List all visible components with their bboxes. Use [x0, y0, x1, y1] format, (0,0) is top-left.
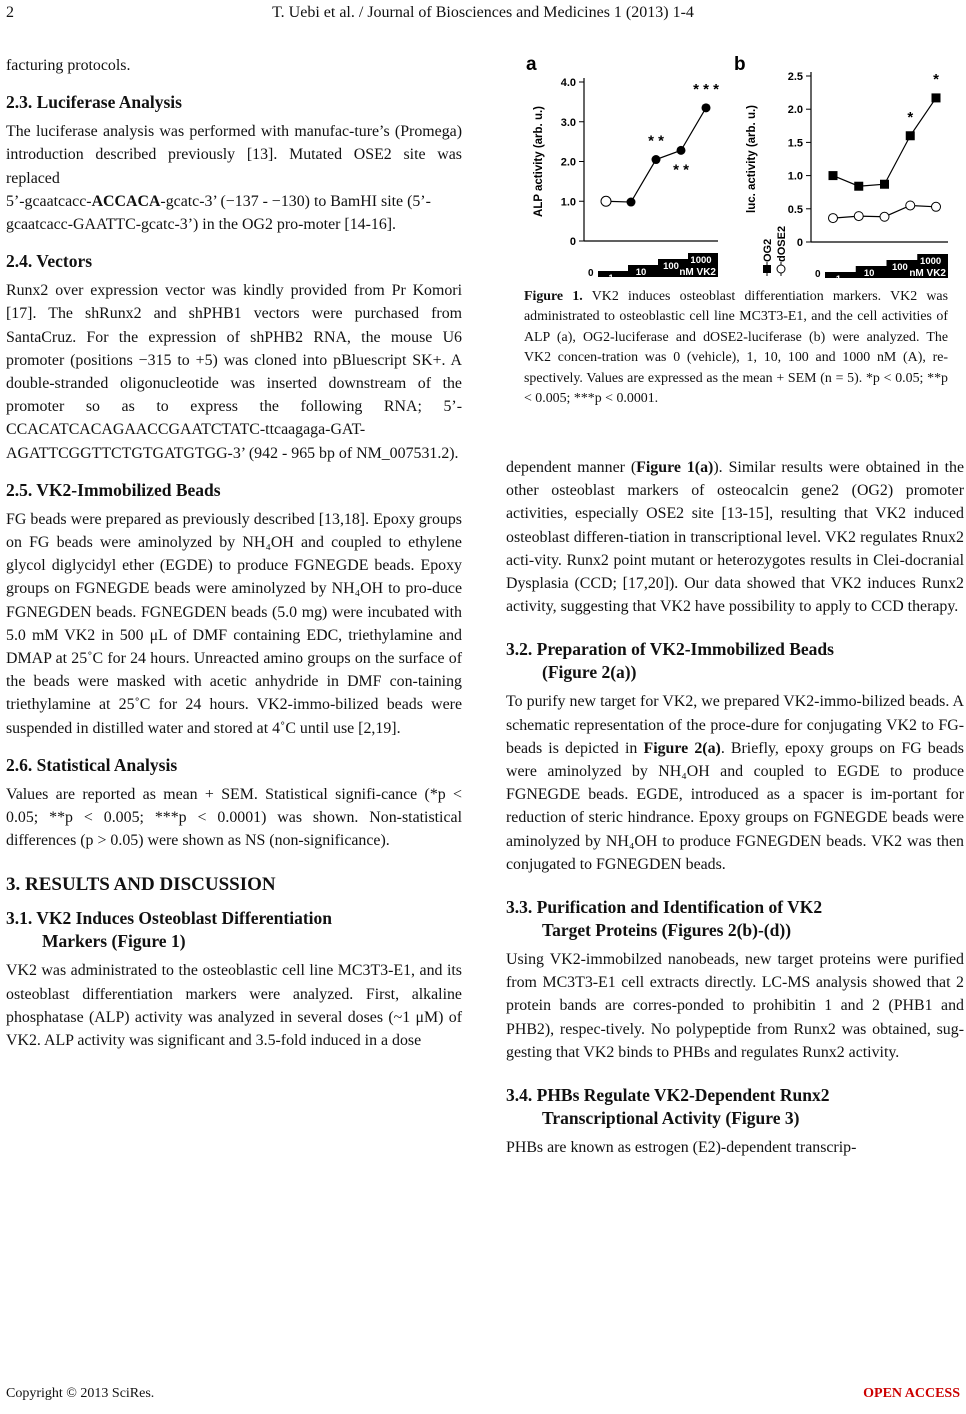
- right-column: [506, 456, 964, 1159]
- dose-tick-label: 10: [863, 268, 875, 279]
- paragraph-3-1: VK2 was administrated to the osteoblastic cell line MC3T3-E1, and its osteoblast differentiation markers were analyzed. First, alkaline phosphatase (ALP) activity was analyzed in several doses (~1 μM) of VK2. ALP activity was significant and 3.5-fold induced in a dose: [6, 962, 462, 1050]
- page-number: 2: [6, 4, 14, 21]
- data-point: [627, 198, 636, 207]
- legend-label: OG2: [762, 238, 774, 262]
- y-tick-label: 0: [796, 237, 803, 249]
- dose-tick-label: 100: [663, 261, 679, 272]
- series-line: [833, 98, 936, 186]
- panel-b: [734, 54, 948, 285]
- y-tick-label: 0.5: [787, 203, 803, 216]
- running-header: [0, 0, 966, 30]
- paragraph-3-4: PHBs are known as estrogen (E2)-dependent transcrip-: [506, 1139, 857, 1157]
- dose-tick-label: 1000: [690, 255, 712, 266]
- x-axis-label: nM VK2: [679, 267, 716, 278]
- left-column: [6, 54, 462, 1052]
- y-tick-label: 2.0: [787, 104, 803, 117]
- data-point: [880, 212, 889, 221]
- data-point: [829, 214, 838, 223]
- y-axis-label: ALP activity (arb. u.): [533, 106, 545, 217]
- significance-label: *: [907, 108, 914, 126]
- y-tick-label: 3.0: [560, 116, 576, 129]
- legend-marker: [777, 265, 785, 273]
- y-tick-label: 1.5: [787, 137, 803, 150]
- paragraph-3-2: To purify new target for VK2, we prepared VK2-immo-bilized beads. A schematic representation of the proce-dure for conjugating VK2 to FG-beads is depicted in Figure 2(a). Briefly, epoxy groups on FG beads were aminolyzed by NH₄OH and coupled to EGDE to produce FGNEGDE beads. EGDE, introduced as a spacer is im-portant for reduction of steric hindrance. Epoxy groups on FGNEGDE beads were aminolyzed by NH₄OH to produce FGNEGDEN beads. VK2 was then conjugated to FGNEGDEN beads.: [506, 693, 964, 873]
- dose-tick-label: 1000: [920, 256, 942, 267]
- x-axis-label: nM VK2: [909, 268, 946, 279]
- data-point: [880, 180, 889, 189]
- data-point: [906, 201, 915, 210]
- page-footer: [6, 1386, 960, 1402]
- copyright: Copyright © 2013 SciRes.: [6, 1386, 155, 1401]
- y-tick-label: 4.0: [560, 77, 576, 89]
- section-2-3-heading: 2.3. Luciferase Analysis: [6, 92, 182, 113]
- dose-tick-label: 1: [835, 274, 842, 285]
- significance-label: *: [933, 70, 939, 88]
- paragraph-3-3: Using VK2-immobilzed nanobeads, new target proteins were purified from MC3T3-E1 cell extracts directly. LC-MS analysis showed that 2 protein bands are corres-ponded to prohibitin 1 and 2 (PHB1 and PHB2), respec-tively. No polypeptide from Runx2 was obtained, sug-gesting that VK2 binds to PHBs and regulates Runx2 activity.: [506, 951, 964, 1061]
- significance-label: * *: [648, 132, 664, 150]
- data-point: [677, 146, 686, 155]
- section-3-1-heading: 3.1. VK2 Induces Osteoblast Differentiation Markers (Figure 1): [6, 908, 333, 952]
- figure-1: [506, 40, 964, 300]
- section-3-3-heading: 3.3. Purification and Identification of VK2 Target Proteins (Figures 2(b)-(d)): [506, 897, 823, 941]
- section-2-4-heading: 2.4. Vectors: [6, 251, 93, 272]
- data-point: [702, 103, 711, 112]
- figure-1-caption: Figure 1. VK2 induces osteoblast differentiation markers. VK2 was administrated to osteoblastic cell line MC3T3-E1, and the cell activities of ALP (a), OG2-luciferase and dOSE2-luciferase (b) were analyzed. The VK2 concen-tration was 0 (vehicle), 1, 10, 100 and 1000 nM (A), re-spectively. Values are expressed as the mean + SEM (n = 5). *p < 0.05; **p < 0.005; ***p < 0.0001.: [524, 289, 948, 407]
- paragraph-2-3b: 5’-gcaatcacc-ACCACA-gcatc-3’ (−137 - −130) to BamHI site (5’-gcaatcacc-GAATTC-gcatc-3’) in the OG2 pro-moter [14-16].: [6, 192, 431, 234]
- legend-label: dOSE2: [776, 225, 788, 262]
- paragraph-cont: facturing protocols.: [6, 57, 131, 74]
- section-2-6-heading: 2.6. Statistical Analysis: [6, 754, 178, 775]
- dose-tick-label: 1: [608, 273, 614, 284]
- dose-tick-label: 100: [891, 262, 908, 273]
- significance-label: * *: [673, 161, 689, 179]
- data-point: [601, 196, 611, 206]
- section-3-4-heading: 3.4. PHBs Regulate VK2-Dependent Runx2 Transcriptional Activity (Figure 3): [506, 1085, 830, 1129]
- significance-label: * * *: [693, 80, 719, 98]
- panel-a: [526, 54, 719, 284]
- data-point: [854, 212, 863, 221]
- panel-letter: a: [526, 54, 537, 75]
- section-3-heading: 3. RESULTS AND DISCUSSION: [6, 874, 276, 896]
- paragraph-2-6: Values are reported as mean + SEM. Statistical signifi-cance (*p < 0.05; **p < 0.005; ***p < 0.0001) was shown. Non-statistical differences (p > 0.05) were shown as NS (non-significance).: [6, 785, 462, 850]
- paragraph-2-3a: The luciferase analysis was performed with manufac-ture’s (Promega) introduction described previously [13]. Mutated OSE2 site was replaced: [6, 123, 462, 187]
- paragraph-2-4: Runx2 over expression vector was kindly provided from Pr Komori [17]. The shRunx2 and shPHB1 vectors were purchased from SantaCruz. For the expression of shPHB2 RNA, the mouse U6 promoter (positions −315 to +5) was cloned into pBluescript SK+. A double-stranded oligonucleotide was inserted downstream of the promoter so as to express the following RNA; 5’-CCACATCACAGAACCGAATCTATC-ttcaagaga-GAT-AGATTCGGTTCTGTGATGTGG-3’ (942 - 965 bp of NM_007531.2).: [6, 282, 462, 462]
- series-line: [606, 108, 706, 202]
- data-point: [932, 93, 941, 102]
- running-head: T. Uebi et al. / Journal of Biosciences and Medicines 1 (2013) 1-4: [272, 4, 694, 21]
- data-point: [932, 202, 941, 211]
- y-tick-label: 2.0: [560, 156, 576, 169]
- legend-marker: [763, 265, 771, 273]
- y-axis-label: luc. activity (arb. u.): [746, 105, 758, 213]
- y-tick-label: 0: [569, 236, 576, 248]
- y-tick-label: 2.5: [787, 71, 803, 83]
- data-point: [906, 131, 915, 140]
- y-tick-label: 1.0: [787, 170, 803, 183]
- paragraph-3-1-cont: dependent manner (Figure 1(a)). Similar results were obtained in the other osteoblast markers of osteocalcin gene2 (OG2) promoter activities, especially OSE2 site [13-15], resulting that VK2 induced osteoblast differen-tiation in transcriptional level. VK2 regulates Rnux2 acti-vity. Runx2 point mutant or heterozygotes results in Clei-docranial Dysplasia (CCD; [17,20]). Our data showed that VK2 induces Runx2 activity, suggesting that VK2 have possibility to apply to CCD therapy.: [506, 459, 965, 616]
- dose-tick-label: 10: [635, 267, 647, 278]
- data-point: [652, 155, 661, 164]
- dose-tick-label: 0: [588, 268, 594, 279]
- section-2-5-heading: 2.5. VK2-Immobilized Beads: [6, 479, 221, 500]
- data-point: [829, 171, 838, 180]
- paragraph-2-5: FG beads were prepared as previously described [13,18]. Epoxy groups on FG beads were aminolyzed by NH₄OH and coupled to ethylene glycol diglycidyl ether (EGDE) to produce FGNEGDE beads. Epoxy groups on FGNEGDE beads were aminolyzed by NH₄OH to pro-duce FGNEGDEN beads. FGNEGDEN beads (5.0 mg) were incubated with 5.0 mM VK2 in 500 μL of DMF containing EDC, triethylamine and DMAP at 25˚C for 24 hours. Unreacted amino groups on the surface of the beads were masked with acetic anhydride in DMF con-taining triethylamine at 25˚C for 24 hours. VK2-immo-bilized beads were suspended in distilled water and stored at 4˚C until use [2,19].: [6, 510, 462, 737]
- open-access-label: OPEN ACCESS: [863, 1386, 960, 1401]
- dose-tick-label: 0: [815, 269, 821, 280]
- data-point: [854, 182, 863, 191]
- panel-letter: b: [734, 54, 746, 75]
- y-tick-label: 1.0: [560, 196, 576, 209]
- section-3-2-heading: 3.2. Preparation of VK2-Immobilized Beads (Figure 2(a)): [506, 639, 834, 683]
